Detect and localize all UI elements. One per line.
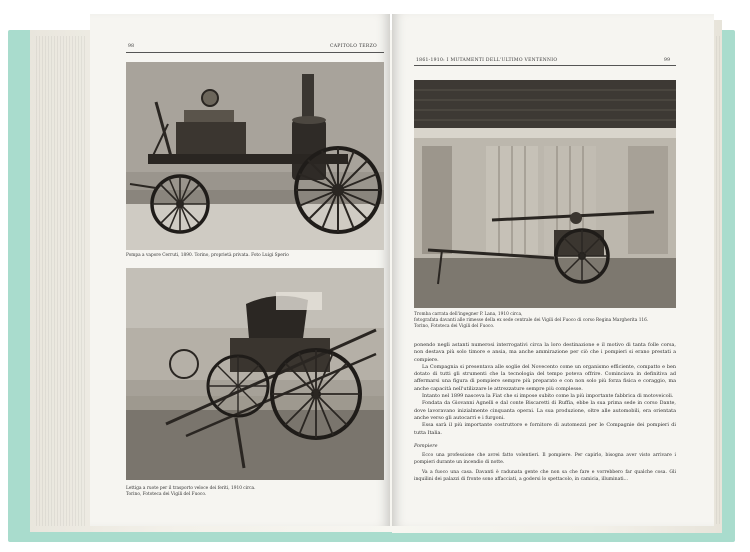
cart-caption-line-1: Tromba carrata dell'ingegner P. Lana, 1910 circa, — [414, 312, 523, 317]
stretcher-caption-line-1: Lettiga a ruote per il trasporto veloce dei feriti, 1910 circa. — [126, 486, 256, 491]
steam-pump-caption: Pompa a vapore Cerruti, 1890. Torino, proprietà privata. Foto Luigi Sperio — [126, 253, 289, 258]
stretcher-photo — [126, 268, 384, 480]
quote-line-2: Va a fuoco una casa. Davanti è radunata gente che non sa che fare e vorrebbero far qualche cosa. Gli inquilini dei palazzi di fronte sono affacciati, a godersi lo spettacolo, in camicia, illuminati... — [414, 469, 676, 483]
right-running-head: 1861-1910: I MUTAMENTI DELL'ULTIMO VENTENNIO — [416, 58, 558, 63]
right-body-text — [414, 342, 676, 483]
cart-caption-line-2: fotografata davanti alle rimesse della ex sede centrale dei Vigili del Fuoco di corso Regina Margherita 116. — [414, 318, 649, 323]
left-page-edges — [34, 36, 86, 526]
paragraph-1: ponendo negli astanti numerosi interrogativi circa la loro destinazione e il motivo di tanta folle corsa, non destava più solo timore e ansia, ma anche ammirazione per ciò che i pompieri si erano prestati a compiere. — [414, 342, 676, 363]
right-page-edges — [714, 36, 720, 524]
right-header-rule — [414, 65, 676, 66]
left-running-head: CAPITOLO TERZO — [330, 44, 377, 49]
stretcher-caption — [126, 486, 384, 498]
quote-line-1: Ecco una professione che avrei fatto volentieri. Il pompiere. Per capirlo, bisogna aver visto arrivare i pompieri durante un incendio di notte. — [414, 453, 676, 466]
stretcher-caption-line-2: Torino, Fototeca dei Vigili del Fuoco. — [126, 492, 207, 497]
fire-pump-cart-caption — [414, 312, 676, 330]
steam-pump-photo — [126, 62, 384, 250]
paragraph-2: La Compagnia si presentava alle soglie del Novecento come un organismo efficiente, compatto e ben dotato di tutti gli strumenti che la tecnologia del tempo poteva offrire. Cominciava in definitiva ad affermarsi una figura di pompiere sempre più preparato e con non solo più forza fisica e coraggio, ma anche capacità nell'utilizzare le attrezzature sempre più complesse. — [414, 363, 676, 392]
fire-pump-cart-photo — [414, 80, 676, 308]
paragraph-3: Intanto nel 1899 nasceva la Fiat che si impose subito come la più importante fabbrica di motoveicoli. — [422, 393, 674, 400]
quote-heading: Pompiere — [414, 442, 438, 449]
paragraph-5: Essa sarà il più importante costruttore e fornitore di automezzi per le Compagnie dei pompieri di tutta Italia. — [414, 422, 676, 436]
paragraph-4: Fondata da Giovanni Agnelli e dal conte Biscaretti di Ruffia, ebbe la sua prima sede in corso Dante, dove lavoravano inizialmente cinquanta operai. La sua produzione, oltre alle automobili, era orientata anche verso gli autocarri e i furgoni. — [414, 400, 676, 421]
right-page-number: 99 — [664, 58, 671, 63]
cart-caption-line-3: Torino, Fototeca dei Vigili del Fuoco. — [414, 324, 495, 329]
left-page-number: 98 — [128, 44, 135, 49]
left-header-rule — [126, 52, 384, 53]
